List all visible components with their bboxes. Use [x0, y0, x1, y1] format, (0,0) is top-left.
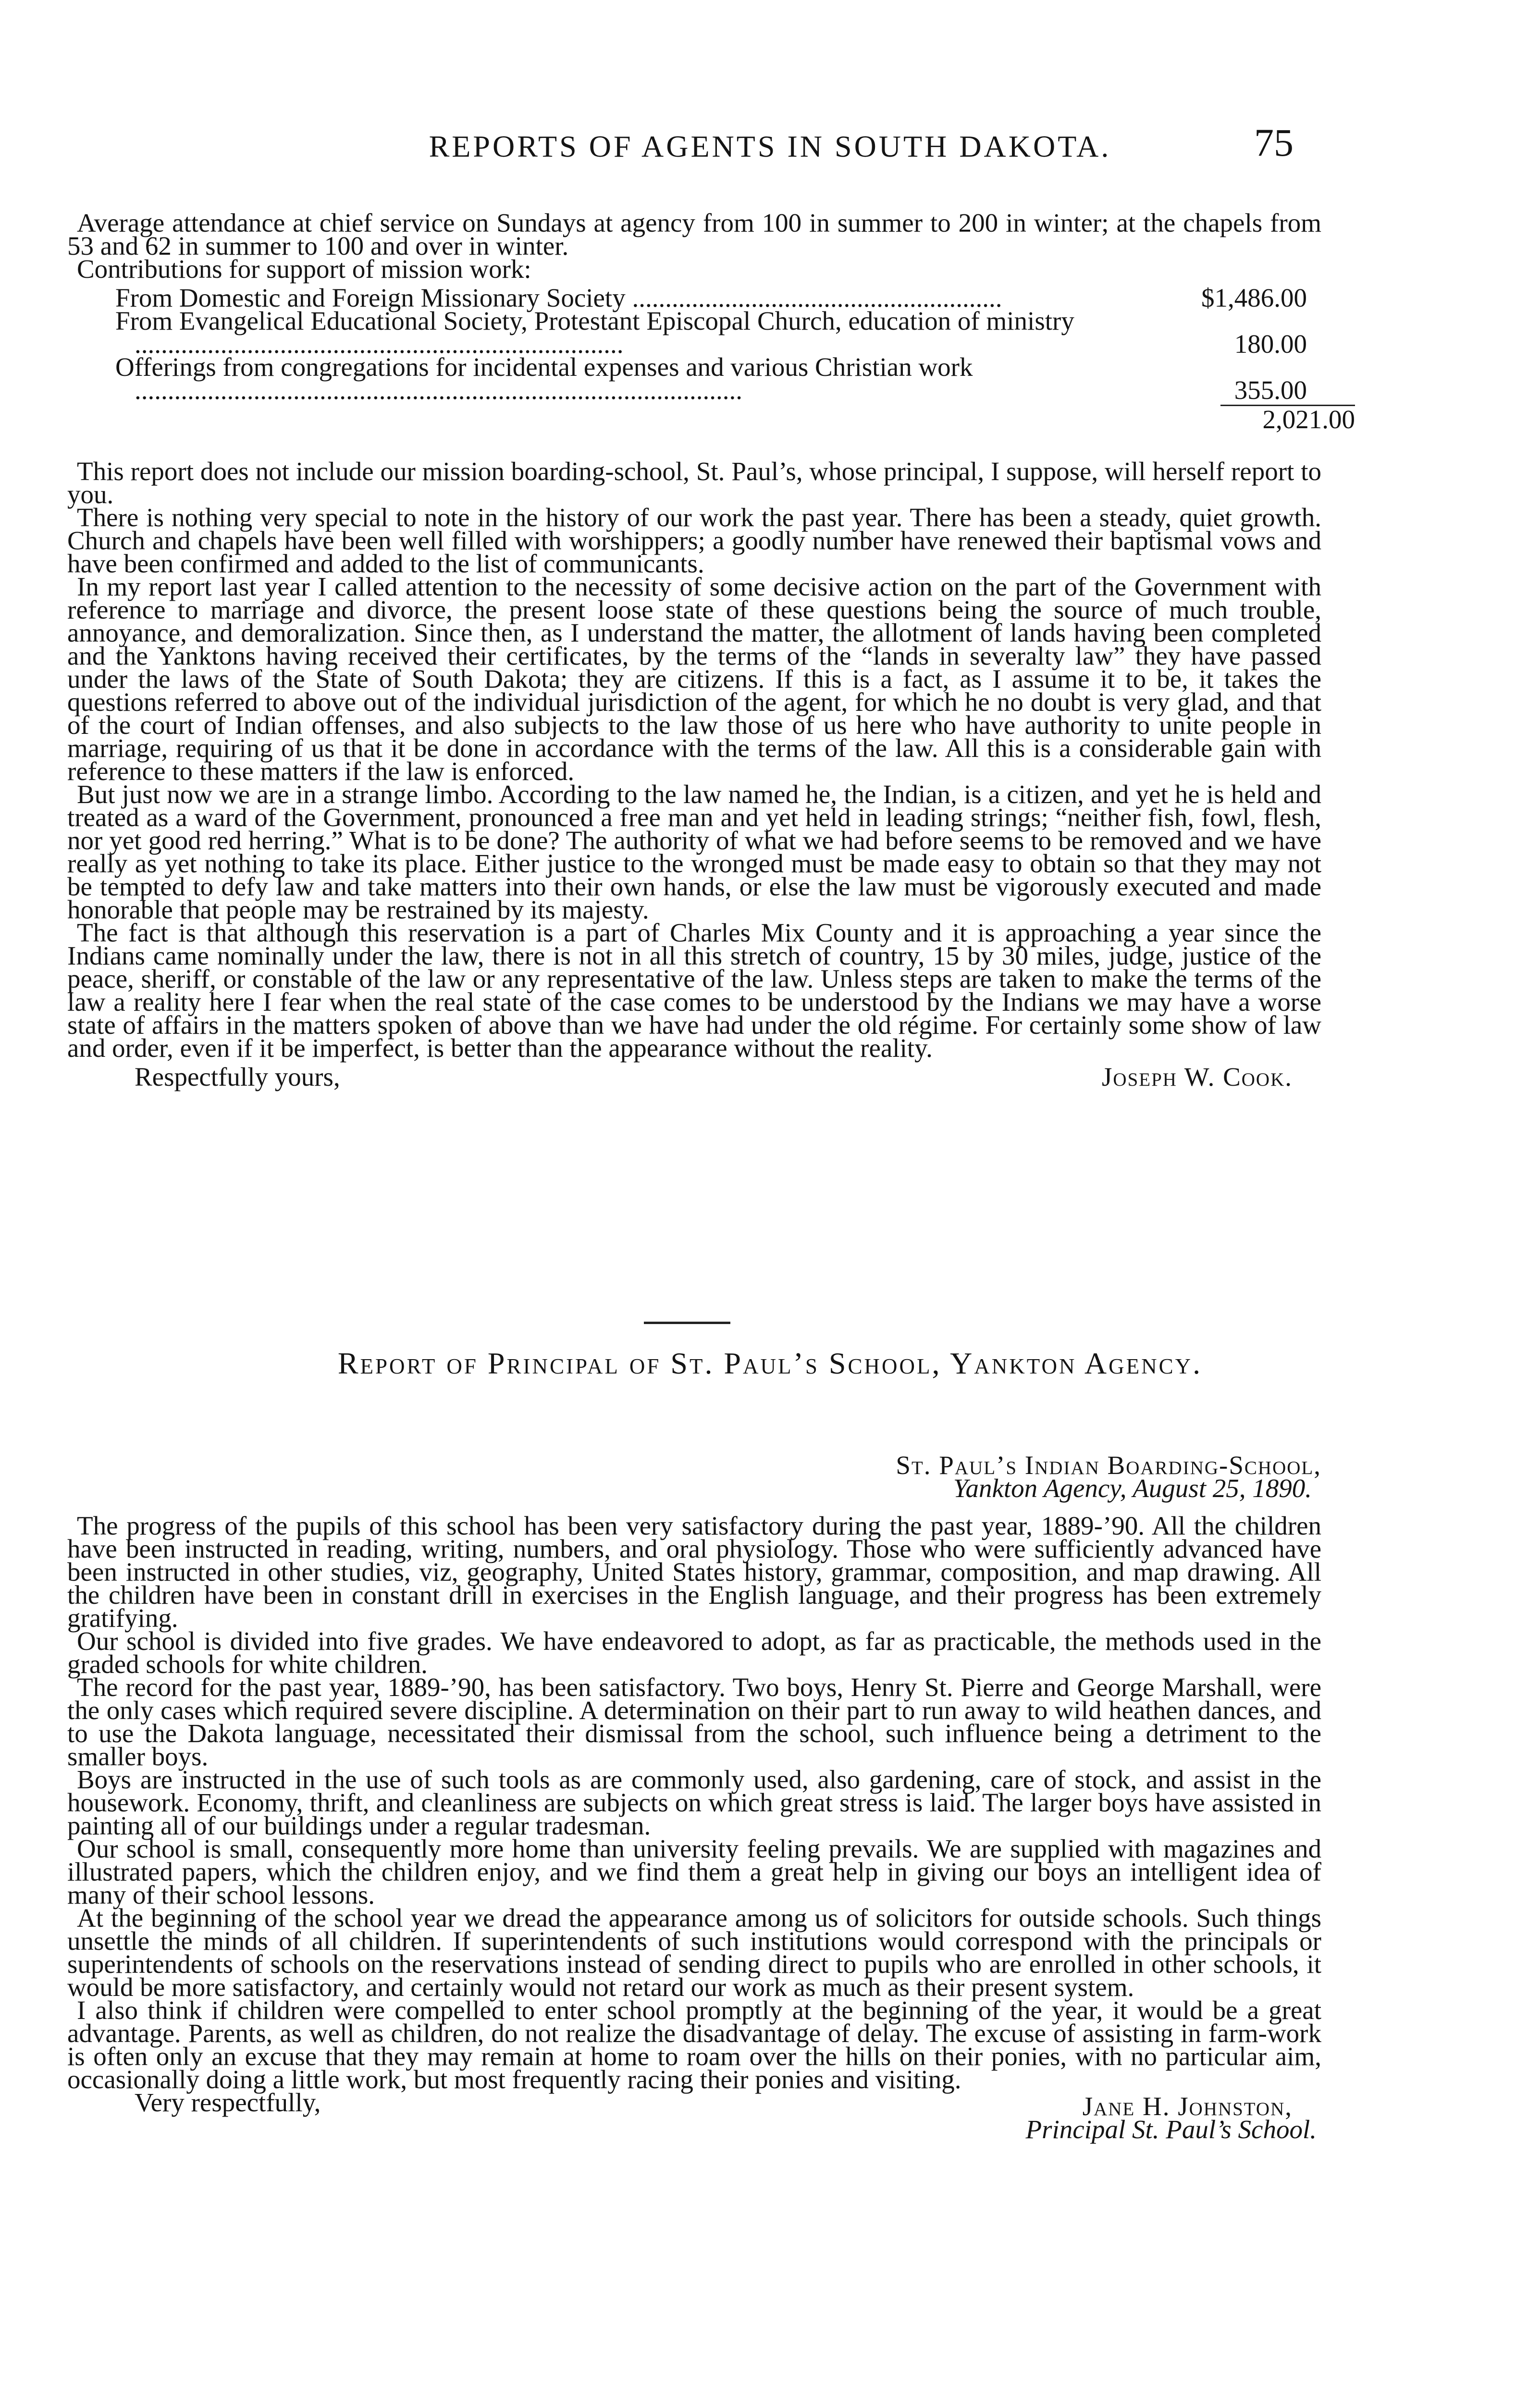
- contributions-total: 2,021.00: [1262, 405, 1355, 434]
- closing-salutation: Very respectfully,: [135, 2088, 321, 2117]
- body-paragraph: This report does not include our mission boarding-school, St. Paul’s, whose principal, I suppose, will herself report to you.: [67, 457, 1321, 509]
- closing-salutation: Respectfully yours,: [135, 1062, 340, 1091]
- body-paragraph: I also think if children were compelled to enter school promptly at the beginning of the year, it would be a great advantage. Parents, as well as children, do not realize the disadvantage of delay. The excuse of assisting in farm-work is often only an excuse that they may remain at home to roam over the hills on their ponies, with no particular aim, occasionally doing a little work, but most frequently racing their ponies and visiting.: [67, 1995, 1321, 2094]
- body-paragraph: There is nothing very special to note in the history of our work the past year. There has been a steady, quiet growth. Church and chapels have been well filled with worshippers; a goodly number have renewed their baptismal vows and have been confirmed and added to the list of communicants.: [67, 503, 1321, 578]
- dateline: [67, 1450, 1321, 1503]
- signature-name: Joseph W. Cook.: [1102, 1062, 1293, 1091]
- attendance-paragraph: Average attendance at chief service on Sundays at agency from 100 in summer to 200 in winter; at the chapels from 53 and 62 in summer to 100 and over in winter.: [67, 208, 1321, 260]
- contributions-table: [115, 283, 1355, 434]
- closing-block: [67, 1062, 1321, 1091]
- report-title: Report of Principal of St. Paul’s School, Yankton Agency.: [337, 1346, 1203, 1380]
- body-paragraph: Our school is small, consequently more home than university feeling prevails. We are supplied with magazines and illustrated papers, which the children enjoy, and we find them a great help in giving our boys an intelligent idea of many of their school lessons.: [67, 1834, 1321, 1909]
- body-paragraph: The record for the past year, 1889-’90, has been satisfactory. Two boys, Henry St. Pierre and George Marshall, were the only cases which required severe discipline. A determination on their part to run away to wild heathen dances, and to use the Dakota language, necessitated their dismissal from the school, such influence being a detriment to the smaller boys.: [67, 1672, 1321, 1771]
- dateline-institution: St. Paul’s Indian Boarding-School,: [896, 1450, 1321, 1480]
- contribution-label: From Evangelical Educational Society, Protestant Episcopal Church, education of ministry ..........................................................................: [115, 306, 1074, 359]
- contributions-heading: Contributions for support of mission work:: [77, 254, 531, 284]
- closing-block: [67, 2088, 1321, 2144]
- body-paragraph: But just now we are in a strange limbo. According to the law named he, the Indian, is a citizen, and yet he is held and treated as a ward of the Government, pronounced a free man and yet held in leading strings; “neither fish, fowl, flesh, nor yet good red herring.” What is to be done? The authority of what we had before seems to be removed and we have really as yet nothing to take its place. Either justice to the wronged must be made easy to obtain so that they may not be tempted to defy law and take matters into their own hands, or else the law must be vigorously executed and made honorable that people may be restrained by its majesty.: [67, 780, 1321, 924]
- contribution-amount: $1,486.00: [1201, 283, 1307, 312]
- body-paragraph: In my report last year I called attention to the necessity of some decisive action on the part of the Government with reference to marriage and divorce, the present loose state of these questions being the source of much trouble, annoyance, and demoralization. Since then, as I understand the matter, the allotment of lands having been completed and the Yanktons having received their certificates, by the terms of the “lands in severalty law” they have passed under the laws of the State of South Dakota; they are citizens. If this is a fact, as I assume it to be, it takes the questions referred to above out of the individual jurisdiction of the agent, for which he no doubt is very glad, and that of the court of Indian offenses, and also subjects to the law those of us here who have authority to unite people in marriage, requiring of us that it be done in accordance with the terms of the law. All this is a considerable gain with reference to these matters if the law is enforced.: [67, 572, 1321, 786]
- body-paragraph: The fact is that although this reservation is a part of Charles Mix County and it is approaching a year since the Indians came nominally under the law, there is not in all this stretch of country, 15 by 30 miles, judge, justice of the peace, sheriff, or constable of the law or any representative of the law. Unless steps are taken to make the terms of the law a reality here I fear when the real state of the case comes to be understood by the Indians we may have a worse state of affairs in the matters spoken of above than we have had under the old régime. For certainly some show of law and order, even if it be imperfect, is better than the appearance without the reality.: [67, 918, 1321, 1063]
- contribution-label: Offerings from congregations for incidental expenses and various Christian work ............................................................................................: [115, 352, 973, 405]
- contribution-amount: 180.00: [1234, 329, 1307, 359]
- contribution-row: [115, 352, 1307, 405]
- contribution-label: From Domestic and Foreign Missionary Society ........................................................: [115, 283, 1002, 312]
- school-report-section: [67, 1450, 1321, 2144]
- body-paragraph: Our school is divided into five grades. We have endeavored to adopt, as far as practicable, the methods used in the graded schools for white children.: [67, 1626, 1321, 1679]
- signature-title: Principal St. Paul’s School.: [1025, 2115, 1317, 2144]
- signature-name: Jane H. Johnston,: [1082, 2092, 1293, 2121]
- contribution-row: [115, 306, 1307, 359]
- body-paragraph: Boys are instructed in the use of such tools as are commonly used, also gardening, care of stock, and assist in the housework. Economy, thrift, and cleanliness are subjects on which great stress is laid. The larger boys have assisted in painting all of our buildings under a regular tradesman.: [67, 1765, 1321, 1840]
- signature-block: [1025, 2092, 1321, 2144]
- contribution-amount: 355.00: [1234, 375, 1307, 405]
- agent-report-section: [67, 208, 1355, 1091]
- page-number: 75: [1254, 121, 1294, 164]
- dateline-place-date: Yankton Agency, August 25, 1890.: [953, 1474, 1312, 1503]
- running-head: REPORTS OF AGENTS IN SOUTH DAKOTA.: [429, 129, 1111, 163]
- body-paragraph: At the beginning of the school year we dread the appearance among us of solicitors for outside schools. Such things unsettle the minds of all children. If superintendents of such institutions would correspond with the principals or superintendents of schools on the reservations instead of sending direct to pupils who are enrolled in other schools, it would be more satisfactory, and certainly would not retard our work as much as their present system.: [67, 1903, 1321, 2002]
- section-divider: [644, 1322, 730, 1324]
- body-paragraph: The progress of the pupils of this school has been very satisfactory during the past year, 1889-’90. All the children have been instructed in reading, writing, numbers, and oral physiology. Those who were sufficiently advanced have been instructed in other studies, viz, geography, United States history, grammar, composition, and map drawing. All the children have been in constant drill in exercises in the English language, and their progress has been extremely gratifying.: [67, 1511, 1321, 1633]
